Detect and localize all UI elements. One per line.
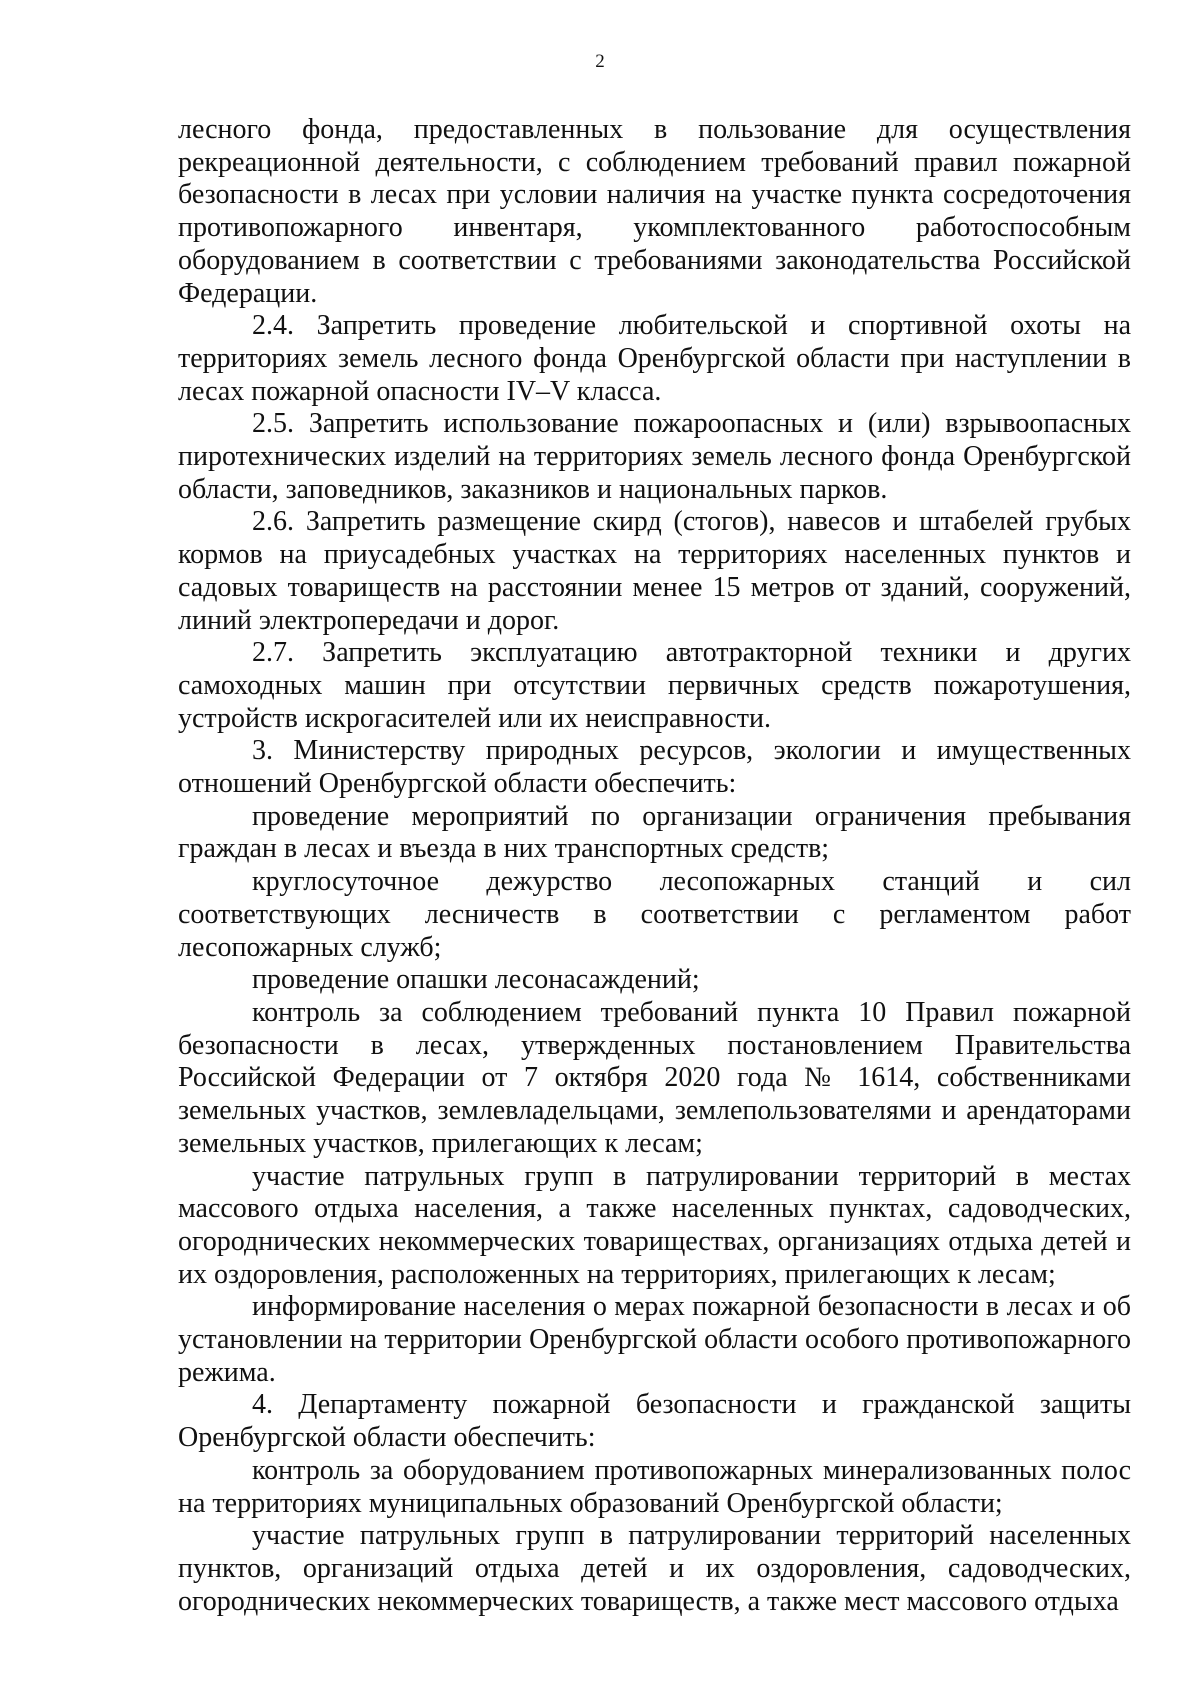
paragraph-4: 4. Департаменту пожарной безопасности и гражданской защиты Оренбургской области обеспечить:: [178, 1389, 1131, 1454]
paragraph-3: 3. Министерству природных ресурсов, экологии и имущественных отношений Оренбургской области обеспечить:: [178, 735, 1131, 800]
paragraph-4-item-control: контроль за оборудованием противопожарных минерализованных полос на территориях муниципальных образований Оренбургской области;: [178, 1454, 1131, 1519]
paragraph-3-item-restrictions: проведение мероприятий по организации ограничения пребывания граждан в лесах и въезда в них транспортных средств;: [178, 800, 1131, 865]
paragraph-3-item-duty: круглосуточное дежурство лесопожарных станций и сил соответствующих лесничеств в соответствии с регламентом работ лесопожарных служб;: [178, 866, 1131, 963]
paragraph-3-item-patrol: участие патрульных групп в патрулировании территорий в местах массового отдыха населения, а также населенных пунктах, садоводческих, огороднических некоммерческих товариществах, организациях отдыха детей и их оздоровления, расположенных на территориях, прилегающих к лесам;: [178, 1160, 1131, 1290]
document-body: [178, 114, 1131, 1618]
paragraph-3-item-control: контроль за соблюдением требований пункта 10 Правил пожарной безопасности в лесах, утвержденных постановлением Правительства Российской Федерации от 7 октября 2020 года № 1614, собственниками земельных участков, землевладельцами, землепользователями и арендаторами земельных участков, прилегающих к лесам;: [178, 996, 1131, 1159]
paragraph-3-item-ploughing: проведение опашки лесонасаждений;: [252, 964, 700, 996]
page-number: 2: [595, 51, 605, 72]
paragraph-2-5: 2.5. Запретить использование пожароопасных и (или) взрывоопасных пиротехнических изделий на территориях земель лесного фонда Оренбургской области, заповедников, заказников и национальных парков.: [178, 408, 1131, 505]
paragraph-2-6: 2.6. Запретить размещение скирд (стогов), навесов и штабелей грубых кормов на приусадебных участках на территориях населенных пунктов и садовых товариществ на расстоянии менее 15 метров от зданий, сооружений, линий электропередачи и дорог.: [178, 506, 1131, 636]
paragraph-2-7: 2.7. Запретить эксплуатацию автотракторной техники и других самоходных машин при отсутствии первичных средств пожаротушения, устройств искрогасителей или их неисправности.: [178, 637, 1131, 734]
paragraph-continuation: лесного фонда, предоставленных в пользование для осуществления рекреационной деятельности, с соблюдением требований правил пожарной безопасности в лесах при условии наличия на участке пункта сосредоточения противопожарного инвентаря, укомплектованного работоспособным оборудованием в соответствии с требованиями законодательства Российской Федерации.: [178, 114, 1131, 309]
paragraph-3-item-informing: информирование населения о мерах пожарной безопасности в лесах и об установлении на территории Оренбургской области особого противопожарного режима.: [178, 1291, 1131, 1388]
paragraph-4-item-patrol: участие патрульных групп в патрулировании территорий населенных пунктов, организаций отдыха детей и их оздоровления, садоводческих, огороднических некоммерческих товариществ, а также мест массового отдыха: [178, 1520, 1131, 1617]
paragraph-2-4: 2.4. Запретить проведение любительской и спортивной охоты на территориях земель лесного фонда Оренбургской области при наступлении в лесах пожарной опасности IV–V класса.: [178, 310, 1131, 407]
